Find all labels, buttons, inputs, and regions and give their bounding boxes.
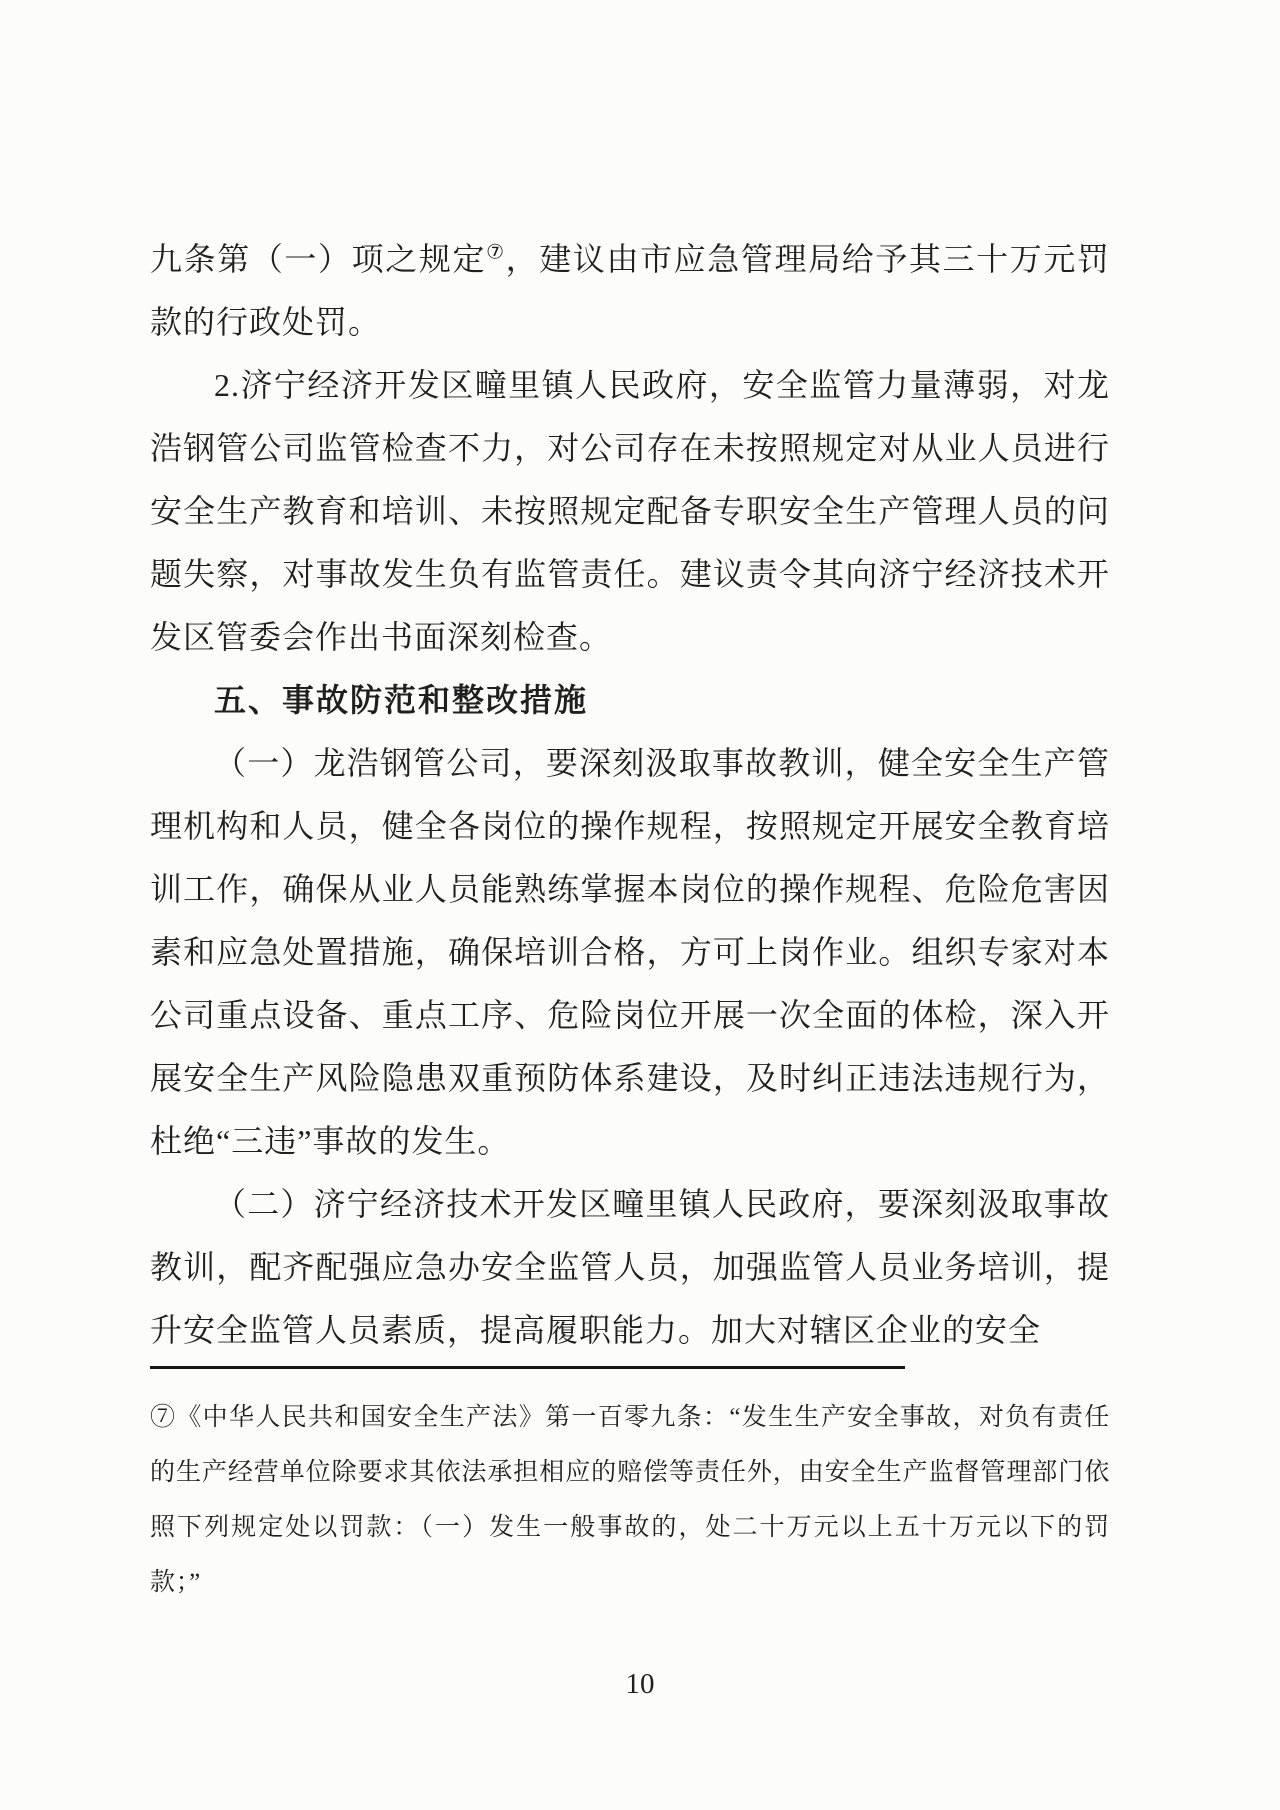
paragraph-measure-2-township-government: （二）济宁经济技术开发区疃里镇人民政府，要深刻汲取事故教训，配齐配强应急办安全监管人员，加强监管人员业务培训，提升安全监管人员素质，提高履职能力。加大对辖区企业的安全 xyxy=(150,1186,1110,1348)
paragraph-item2-township-government: 2.济宁经济开发区疃里镇人民政府，安全监管力量薄弱，对龙浩钢管公司监管检查不力，对公司存在未按照规定对从业人员进行安全生产教育和培训、未按照规定配备专职安全生产管理人员的问题失察，对事故发生负有监管责任。建议责令其向济宁经济技术开发区管委会作出书面深刻检查。 xyxy=(150,367,1110,655)
page-number: 10 xyxy=(625,1668,655,1700)
section-heading-5-prevention-measures: 五、事故防范和整改措施 xyxy=(214,682,589,718)
paragraph-text: ，建议由市应急管理局给予其三十万元罚款的行政处罚。 xyxy=(150,241,1110,340)
footnote-area xyxy=(150,1390,1110,1610)
footnote-7 xyxy=(150,1390,1110,1610)
paragraph-measure-1-longhao-company: （一）龙浩钢管公司，要深刻汲取事故教训，健全安全生产管理机构和人员，健全各岗位的操作规程，按照规定开展安全教育培训工作，确保从业人员能熟练掌握本岗位的操作规程、危险危害因素和应急处置措施，确保培训合格，方可上岗作业。组织专家对本公司重点设备、重点工序、危险岗位开展一次全面的体检，深入开展安全生产风险隐患双重预防体系建设，及时纠正违法违规行为，杜绝“三违”事故的发生。 xyxy=(150,745,1110,1159)
footnote-reference-7: ⑦ xyxy=(486,241,506,264)
paragraph-fine-decision-continuation xyxy=(150,228,1110,354)
footnote-separator-rule xyxy=(150,1366,905,1369)
paragraph-text: 九条第（一）项之规定 xyxy=(150,241,487,277)
document-body xyxy=(150,228,1110,1362)
footnote-marker: ⑦ xyxy=(150,1404,177,1431)
footnote-text: 《中华人民共和国安全生产法》第一百零九条：“发生生产安全事故，对负有责任的生产经营单位除要求其依法承担相应的赔偿等责任外，由安全生产监督管理部门依照下列规定处以罚款：（一）发生一般事故的，处二十万元以上五十万元以下的罚款；” xyxy=(150,1404,1110,1596)
